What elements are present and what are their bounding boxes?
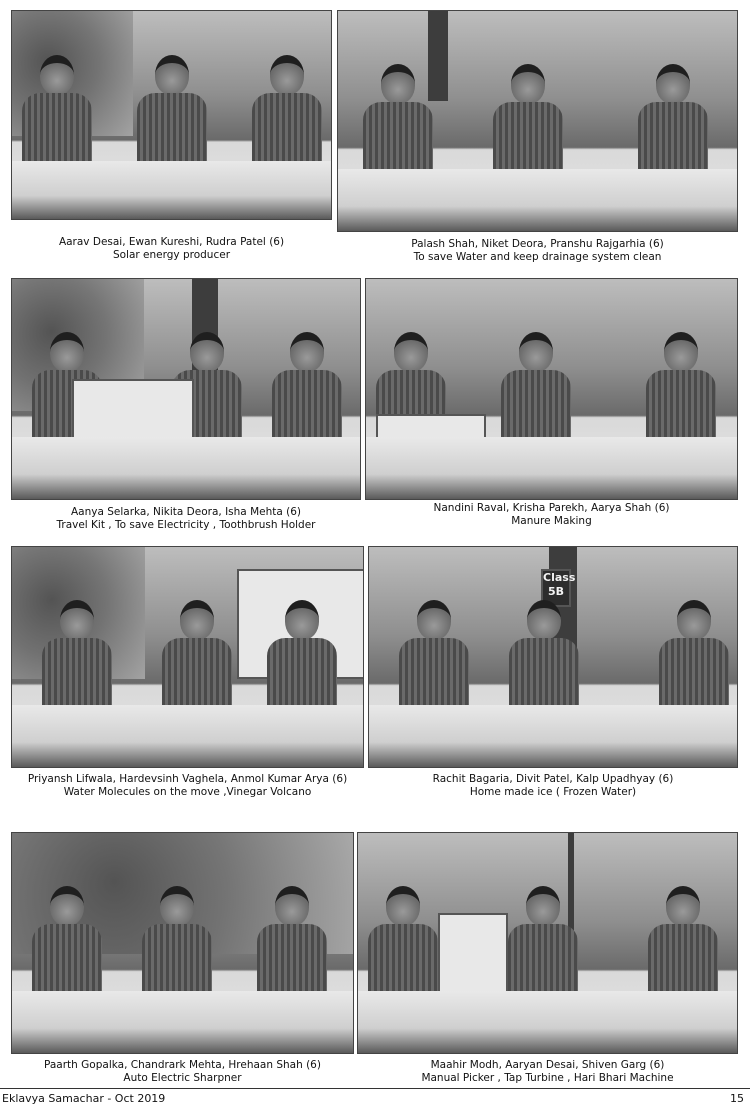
caption-8 [357, 1059, 738, 1085]
caption-project: Auto Electric Sharpner [123, 1072, 242, 1084]
caption-names: Maahir Modh, Aaryan Desai, Shiven Garg (6) [430, 1059, 665, 1071]
caption-2 [337, 238, 738, 264]
caption-names: Rachit Bagaria, Divit Patel, Kalp Upadhyay (6) [432, 773, 674, 785]
caption-project: Travel Kit , To save Electricity , Toothbrush Holder [56, 519, 316, 531]
caption-5 [11, 773, 364, 799]
caption-names: Nandini Raval, Krisha Parekh, Aarya Shah (6) [433, 502, 670, 514]
caption-names: Aarav Desai, Ewan Kureshi, Rudra Patel (6) [58, 236, 285, 248]
caption-names: Palash Shah, Niket Deora, Pranshu Rajgarhia (6) [411, 238, 664, 250]
caption-project: Water Molecules on the move ,Vinegar Volcano [63, 786, 312, 798]
caption-names: Paarth Gopalka, Chandrark Mehta, Hrehaan Shah (6) [44, 1059, 321, 1071]
caption-project: To save Water and keep drainage system clean [413, 251, 662, 263]
photo-auto-sharpner [11, 832, 354, 1054]
caption-1 [11, 236, 332, 262]
photo-tap-turbine [357, 832, 738, 1054]
photo-water-molecules [11, 546, 364, 768]
page-number: 15 [730, 1092, 744, 1105]
photo-home-made-ice [368, 546, 738, 768]
publication-name: Eklavya Samachar - Oct 2019 [2, 1092, 166, 1105]
caption-4 [365, 502, 738, 528]
caption-7 [11, 1059, 354, 1085]
caption-3 [11, 506, 361, 532]
caption-project: Manure Making [511, 515, 592, 527]
class-sign: Class 5B [541, 569, 571, 607]
caption-project: Solar energy producer [112, 249, 231, 261]
footer-rule [0, 1088, 750, 1089]
caption-6 [368, 773, 738, 799]
photo-travel-kit [11, 278, 361, 500]
caption-names: Aanya Selarka, Nikita Deora, Isha Mehta (6) [70, 506, 302, 518]
photo-manure-making [365, 278, 738, 500]
caption-project: Home made ice ( Frozen Water) [469, 786, 637, 798]
photo-solar-energy [11, 10, 332, 220]
caption-names: Priyansh Lifwala, Hardevsinh Vaghela, Anmol Kumar Arya (6) [27, 773, 348, 785]
caption-project: Manual Picker , Tap Turbine , Hari Bhari Machine [421, 1072, 674, 1084]
photo-save-water [337, 10, 738, 232]
page-footer [0, 1092, 750, 1108]
